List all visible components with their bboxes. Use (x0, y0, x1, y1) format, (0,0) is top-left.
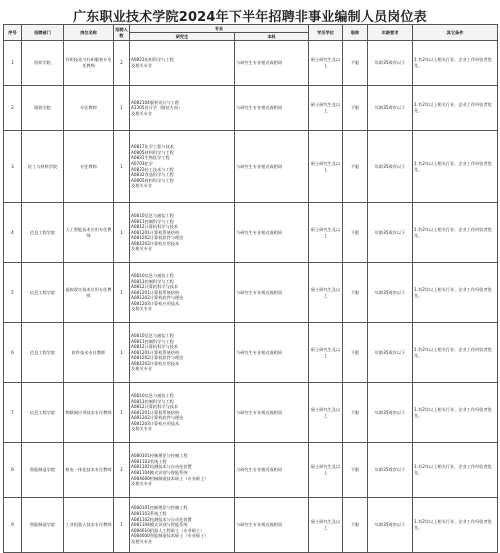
cell-dept: 信息工程学院 (22, 263, 64, 323)
major-item: A081202计算机软件与理论 (131, 295, 184, 301)
major-item: A1305设计学（服装方向） (131, 105, 183, 111)
cell-other: 1.有2年以上相关行业、企业工作经验者优先。 (413, 383, 498, 443)
header-degree: 学历学位 (309, 25, 343, 41)
cell-age: 年龄35周岁以下 (368, 323, 413, 383)
cell-rank: 不限 (343, 131, 368, 203)
cell-undergrad: 与研究生专业相近或相同 (235, 383, 309, 443)
cell-age: 年龄35周岁以下 (368, 203, 413, 263)
cell-dept: 服装学院 (22, 86, 64, 131)
cell-undergrad: 与研究生专业相近或相同 (235, 131, 309, 203)
major-item: A081104模式识别与智能系统 (131, 470, 188, 475)
major-item: 及相关专业 (131, 246, 152, 252)
cell-degree: 硕士研究生及以上 (309, 498, 343, 553)
major-item: A081203计算机应用技术 (131, 360, 180, 366)
major-item: A080101控制理论与控制工程 (131, 505, 188, 511)
cell-count: 2 (114, 41, 130, 86)
major-item: A084600智能制造技术硕士（专业硕士） (131, 533, 209, 539)
cell-post: 人工智能技术应用专任教师 (64, 203, 114, 263)
major-item: A0811控制科学与工程 (131, 338, 174, 344)
table-row (4, 203, 498, 263)
cell-count: 1 (114, 263, 130, 323)
major-item: A0832食品科学与工程 (131, 172, 174, 178)
cell-seq: 7 (4, 383, 22, 443)
cell-undergrad: 与研究生专业相近或相同 (235, 203, 309, 263)
cell-post: 专任教师 (64, 131, 114, 203)
major-item: A081201计算机系统结构 (131, 409, 180, 415)
cell-count: 1 (114, 131, 130, 203)
cell-rank: 不限 (343, 203, 368, 263)
cell-post: 物联网应用技术专任教师 (64, 383, 114, 443)
cell-dept: 信息工程学院 (22, 383, 64, 443)
major-item: 及相关专业 (131, 306, 152, 312)
cell-other: 1.有2年以上相关行业、企业工作经验者优先。 (413, 498, 498, 553)
major-item: A081201计算机系统结构 (131, 229, 180, 235)
major-item: A081202计算机软件与理论 (131, 235, 184, 241)
cell-postgrad-majors (130, 498, 235, 553)
cell-undergrad: 与研究生专业相近或相同 (235, 498, 309, 553)
major-item: A0831生物医学工程 (131, 155, 170, 161)
cell-dept: 信息工程学院 (22, 323, 64, 383)
cell-count: 1 (114, 383, 130, 443)
cell-dept: 轻工与材料学院 (22, 131, 64, 203)
cell-other: 1.有2年以上相关行业、企业工作经验者优先。 (413, 131, 498, 203)
cell-age: 年龄35周岁以下 (368, 86, 413, 131)
cell-postgrad-majors (130, 131, 235, 203)
major-item: A0703化学 (131, 160, 153, 166)
cell-seq: 5 (4, 263, 22, 323)
cell-seq: 1 (4, 41, 22, 86)
cell-age: 年龄35周岁以下 (368, 498, 413, 553)
major-item: A0810信息与通信工程 (131, 212, 174, 218)
major-item: A0805材料科学与工程 (131, 177, 174, 183)
major-item: A0822轻工技术与工程 (131, 166, 174, 172)
cell-degree: 硕士研究生及以上 (309, 263, 343, 323)
cell-rank: 不限 (343, 443, 368, 498)
major-item: A081202计算机软件与理论 (131, 415, 184, 421)
header-other: 其它条件 (413, 25, 498, 41)
cell-seq: 2 (4, 86, 22, 131)
cell-degree: 硕士研究生及以上 (309, 203, 343, 263)
major-item: A0810信息与通信工程 (131, 332, 174, 338)
cell-rank: 不限 (343, 498, 368, 553)
cell-postgrad-majors (130, 263, 235, 323)
major-item: A084600机械制造技术硕士（专业硕士） (131, 475, 209, 481)
major-item: A081203计算机应用技术 (131, 420, 180, 426)
major-item: 及相关专业 (131, 538, 152, 544)
cell-other: 1.有2年以上相关行业、企业工作经验者优先。 (413, 41, 498, 86)
cell-postgrad-majors (130, 383, 235, 443)
cell-rank: 不限 (343, 86, 368, 131)
cell-seq: 4 (4, 203, 22, 263)
major-item: 及相关专业 (131, 63, 152, 68)
major-item: A0812计算机科学与技术 (131, 284, 179, 290)
cell-post: 机电一体化技术专任教师 (64, 443, 114, 498)
major-item: A081103系统工程 (131, 511, 167, 517)
cell-degree: 硕士研究生及以上 (309, 383, 343, 443)
cell-seq: 8 (4, 443, 22, 498)
cell-other: 1.有2年以上相关行业、企业工作经验者优先。 (413, 203, 498, 263)
major-item: 及相关专业 (131, 110, 152, 116)
cell-undergrad: 与研究生专业相近或相同 (235, 41, 309, 86)
cell-post: 工业机器人技术专任教师 (64, 498, 114, 553)
cell-age: 年龄35周岁以下 (368, 383, 413, 443)
table-row (4, 498, 498, 553)
major-item: A081103系统工程 (131, 458, 167, 464)
table-row (4, 383, 498, 443)
major-item: A0812计算机科学与技术 (131, 404, 179, 410)
cell-count: 1 (114, 323, 130, 383)
major-item: A0805材料科学与工程 (131, 149, 174, 155)
cell-degree: 硕士研究生及以上 (309, 323, 343, 383)
cell-seq: 9 (4, 498, 22, 553)
cell-undergrad: 与研究生专业相近或相同 (235, 86, 309, 131)
cell-dept: 智能制造学院 (22, 498, 64, 553)
major-item: A0812计算机科学与技术 (131, 344, 179, 350)
cell-degree: 硕士研究生及以上 (309, 86, 343, 131)
cell-postgrad-majors (130, 443, 235, 498)
cell-degree: 硕士研究生及以上 (309, 41, 343, 86)
cell-age: 年龄35周岁以下 (368, 263, 413, 323)
table-row (4, 323, 498, 383)
cell-rank: 不限 (343, 263, 368, 323)
major-item: 及相关专业 (131, 426, 152, 432)
cell-undergrad: 与研究生专业相近或相同 (235, 263, 309, 323)
cell-post: 专任教师 (64, 86, 114, 131)
cell-other: 1.有2年以上相关行业、企业工作经验者优先。 (413, 323, 498, 383)
header-dept: 招聘部门 (22, 25, 64, 41)
header-rank: 职称 (343, 25, 368, 41)
major-item: A0821纺织科学与工程 (131, 57, 174, 63)
cell-age: 年龄35周岁以下 (368, 41, 413, 86)
cell-dept: 信息工程学院 (22, 203, 64, 263)
cell-rank: 不限 (343, 383, 368, 443)
cell-other: 1.有2年以上相关行业、企业工作经验者优先。 (413, 263, 498, 323)
page-title: 广东职业技术学院2024年下半年招聘非事业编制人员岗位表 (73, 10, 427, 25)
cell-postgrad-majors (130, 323, 235, 383)
table-row (4, 263, 498, 323)
major-item: A0812计算机科学与技术 (131, 224, 179, 230)
header-count: 招聘人数 (114, 25, 130, 41)
header-post: 岗位名称 (64, 25, 114, 41)
cell-degree: 硕士研究生及以上 (309, 131, 343, 203)
cell-rank: 不限 (343, 41, 368, 86)
cell-degree: 硕士研究生及以上 (309, 443, 343, 498)
cell-post: 虚拟现实技术应用专任教师 (64, 263, 114, 323)
cell-undergrad: 与研究生专业相近或相同 (235, 323, 309, 383)
major-item: A082104服装设计与工程 (131, 99, 180, 105)
cell-age: 年龄35周岁以下 (368, 131, 413, 203)
cell-other: 1.有2年以上相关行业、企业工作经验者优先。 (413, 443, 498, 498)
major-item: A0811控制科学与工程 (131, 398, 174, 404)
major-item: 及相关专业 (131, 366, 152, 372)
header-major: 专业 (130, 25, 309, 33)
cell-undergrad: 与研究生专业相近或相同 (235, 443, 309, 498)
cell-count: 1 (114, 443, 130, 498)
major-item: A081203计算机应用技术 (131, 240, 180, 246)
header-seq: 序号 (4, 25, 22, 41)
table-row (4, 131, 498, 203)
major-item: A0811控制科学与工程 (131, 278, 174, 284)
major-item: A081102检测技术与自动化装置 (131, 464, 192, 470)
major-item: A080101控制理论与控制工程 (131, 453, 188, 459)
table-body (4, 41, 498, 553)
major-item: A0811控制科学与工程 (131, 218, 174, 224)
cell-count: 1 (114, 86, 130, 131)
header-postgrad: 研究生 (130, 33, 235, 41)
job-table (3, 24, 498, 553)
major-item: A081202计算机软件与理论 (131, 355, 184, 361)
cell-post: 针织技术与针织服装专业任教师 (64, 41, 114, 86)
cell-seq: 3 (4, 131, 22, 203)
cell-postgrad-majors (130, 203, 235, 263)
cell-postgrad-majors (130, 41, 235, 86)
major-item: A081201计算机系统结构 (131, 349, 180, 355)
cell-post: 软件技术专任教师 (64, 323, 114, 383)
table-row (4, 86, 498, 131)
cell-dept: 纺织学院 (22, 41, 64, 86)
major-item: A084610机器人工程硕士（专业硕士） (131, 527, 205, 533)
major-item: A0810信息与通信工程 (131, 272, 174, 278)
major-item: A081201计算机系统结构 (131, 289, 180, 295)
table-row (4, 443, 498, 498)
header-age: 年龄要求 (368, 25, 413, 41)
major-item: 及相关专业 (131, 481, 152, 487)
header-undergrad: 本科 (235, 33, 309, 41)
cell-postgrad-majors (130, 86, 235, 131)
table-row (4, 41, 498, 86)
cell-rank: 不限 (343, 323, 368, 383)
cell-seq: 6 (4, 323, 22, 383)
major-item: A081203计算机应用技术 (131, 300, 180, 306)
cell-age: 年龄35周岁以下 (368, 443, 413, 498)
cell-count: 1 (114, 498, 130, 553)
cell-other: 1.有2年以上相关行业、企业工作经验者优先。 (413, 86, 498, 131)
major-item: A081104模式识别与智能系统 (131, 522, 188, 528)
major-item: A081102检测技术与自动化装置 (131, 516, 192, 522)
cell-count: 1 (114, 203, 130, 263)
major-item: A0810信息与通信工程 (131, 392, 174, 398)
cell-dept: 智能制造学院 (22, 443, 64, 498)
major-item: A0817化学工程与技术 (131, 144, 174, 150)
major-item: 及相关专业 (131, 183, 152, 189)
